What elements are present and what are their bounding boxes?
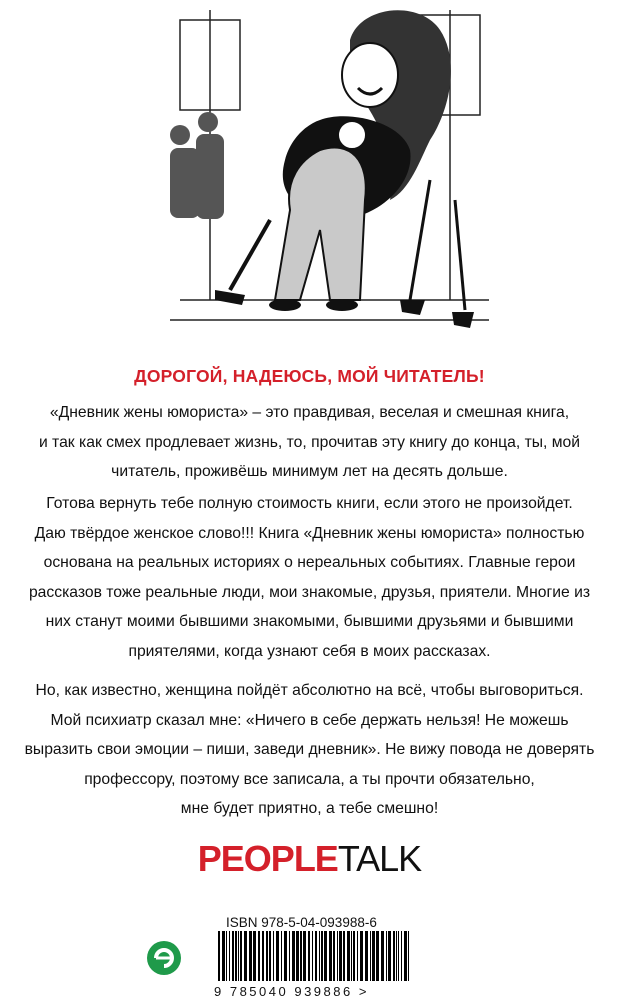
barcode-bar	[262, 931, 264, 981]
barcode-bar	[347, 931, 350, 981]
barcode-bar	[376, 931, 379, 981]
blurb-line: них станут моими бывшими знакомыми, бывшими друзьями и бывшими	[45, 613, 574, 630]
blurb-line: «Дневник жены юмориста» – это правдивая, веселая и смешная книга,	[49, 404, 570, 421]
barcode-bar	[396, 931, 397, 981]
barcode-bar	[222, 931, 225, 981]
barcode-bar	[238, 931, 239, 981]
barcode-bar	[232, 931, 234, 981]
barcode-bar	[393, 931, 395, 981]
barcode-bar	[273, 931, 274, 981]
barcode-bar	[321, 931, 323, 981]
barcode-bar	[343, 931, 345, 981]
barcode-bar	[339, 931, 342, 981]
barcode-bar	[329, 931, 332, 981]
barcode-bar	[404, 931, 407, 981]
barcode-bar	[226, 931, 227, 981]
barcode-bar	[300, 931, 302, 981]
barcode-bar	[253, 931, 256, 981]
barcode-bar	[381, 931, 384, 981]
blurb-paragraph-1	[0, 398, 619, 487]
barcode-bar	[276, 931, 279, 981]
blurb-line: Даю твёрдое женское слово!!! Книга «Дневник жены юмориста» полностью	[34, 524, 585, 542]
barcode-bar	[357, 931, 358, 981]
barcode-bar	[281, 931, 282, 981]
barcode-bar	[235, 931, 237, 981]
barcode-bar	[337, 931, 338, 981]
barcode-bar	[386, 931, 387, 981]
barcode	[214, 931, 414, 986]
barcode-bar	[249, 931, 252, 981]
barcode-bar	[266, 931, 268, 981]
isbn-text: ISBN 978-5-04-093988-6	[226, 915, 377, 930]
barcode-bar	[244, 931, 247, 981]
eksmo-logo-icon	[146, 940, 182, 976]
barcode-bar	[408, 931, 409, 981]
barcode-bar	[303, 931, 306, 981]
barcode-bar	[388, 931, 391, 981]
barcode-bar	[333, 931, 335, 981]
barcode-bar	[218, 931, 220, 981]
blurb-line: читатель, проживёшь минимум лет на десять дольше.	[111, 463, 508, 480]
barcode-bar	[365, 931, 368, 981]
barcode-bar	[324, 931, 327, 981]
blurb-line: Но, как известно, женщина пойдёт абсолютно на всё, чтобы выговориться.	[35, 682, 584, 699]
barcode-bar	[284, 931, 287, 981]
barcode-bar	[353, 931, 355, 981]
barcode-digits: 9 785040 939886 >	[214, 984, 369, 999]
blurb-line: рассказов тоже реальные люди, мои знакомые, друзья, приятели. Многие из	[28, 583, 591, 601]
barcode-bar	[315, 931, 317, 981]
barcode-bar	[292, 931, 295, 981]
barcode-bar	[269, 931, 271, 981]
blurb-line: Готова вернуть тебе полную стоимость книги, если этого не произойдет.	[46, 495, 573, 512]
barcode-bar	[258, 931, 260, 981]
barcode-bar	[229, 931, 230, 981]
blurb-line: приятелями, когда узнают себя в моих рассказах.	[128, 642, 491, 660]
barcode-bar	[372, 931, 375, 981]
blurb-line: мне будет приятно, а тебе смешно!	[180, 800, 439, 817]
barcode-bar	[289, 931, 290, 981]
barcode-bar	[296, 931, 299, 981]
blurb-paragraph-3	[0, 676, 619, 824]
blurb-line: Мой психиатр сказал мне: «Ничего в себе держать нельзя! Не можешь	[50, 711, 569, 729]
barcode-bar	[308, 931, 310, 981]
blurb-line: и так как смех продлевает жизнь, то, прочитав эту книгу до конца, ты, мой	[38, 433, 581, 451]
peopletalk-logo	[0, 838, 619, 880]
barcode-bar	[240, 931, 242, 981]
dancing-couple-illustration	[170, 0, 489, 345]
blurb-paragraph-2	[0, 489, 619, 666]
logo-light-part: TALK	[337, 838, 422, 879]
logo-bold-part: PEOPLE	[197, 838, 338, 879]
blurb-heading: ДОРОГОЙ, НАДЕЮСЬ, МОЙ ЧИТАТЕЛЬ!	[134, 366, 485, 386]
blurb-line: основана на реальных историях о нереальных событиях. Главные герои	[43, 554, 576, 571]
blurb-line: профессору, поэтому все записала, а ты прочти обязательно,	[84, 770, 535, 788]
barcode-bar	[360, 931, 363, 981]
blurb-line: выразить свои эмоции – пиши, заведи дневник». Не вижу повода не доверять	[24, 741, 595, 758]
barcode-bar	[398, 931, 399, 981]
barcode-bar	[319, 931, 320, 981]
barcode-bar	[351, 931, 352, 981]
barcode-bar	[312, 931, 313, 981]
barcode-bar	[401, 931, 402, 981]
barcode-bar	[370, 931, 371, 981]
